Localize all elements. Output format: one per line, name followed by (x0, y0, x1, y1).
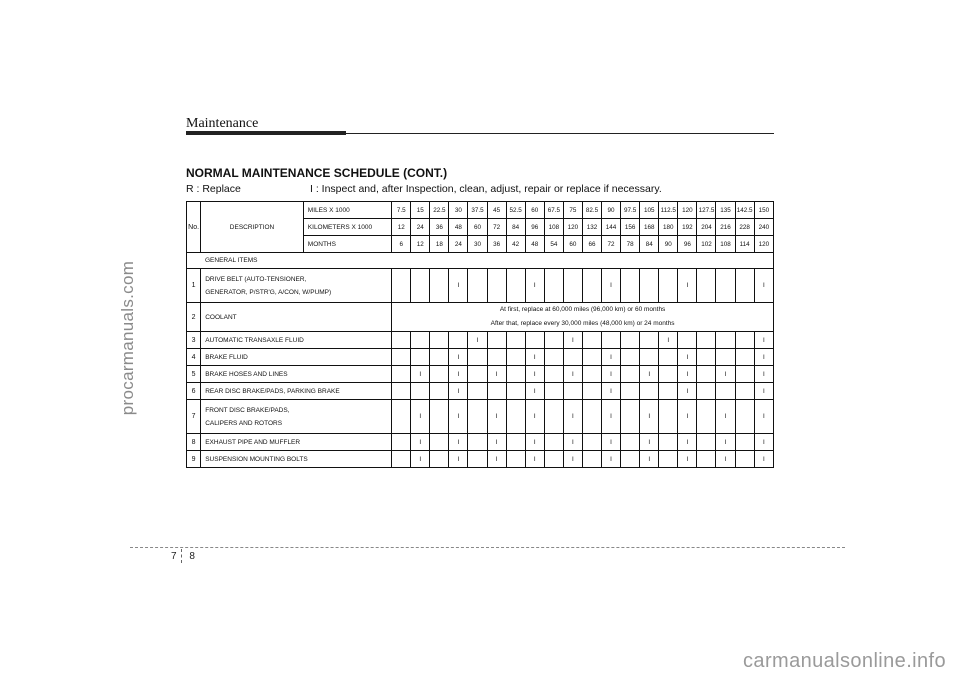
schedule-cell: I (659, 332, 678, 349)
interval-value: 144 (602, 219, 621, 236)
legend-inspect: I : Inspect and, after Inspection, clean, adjust, repair or replace if necessary. (310, 183, 662, 195)
schedule-cell (411, 269, 430, 303)
schedule-cell (449, 332, 468, 349)
schedule-cell: I (563, 366, 582, 383)
schedule-cell (392, 332, 411, 349)
schedule-cell (659, 366, 678, 383)
interval-value: 84 (640, 236, 659, 253)
table-row (187, 332, 774, 349)
schedule-cell: I (411, 451, 430, 468)
schedule-cell: I (525, 269, 544, 303)
schedule-cell: I (563, 400, 582, 434)
schedule-cell (735, 451, 754, 468)
schedule-cell: I (754, 451, 773, 468)
description-line: BRAKE HOSES AND LINES (205, 370, 288, 378)
schedule-cell: I (754, 434, 773, 451)
schedule-cell (659, 400, 678, 434)
interval-value: 72 (487, 219, 506, 236)
schedule-cell: I (525, 451, 544, 468)
schedule-cell (544, 366, 563, 383)
page-number-divider (181, 549, 183, 563)
schedule-cell: I (678, 383, 697, 400)
schedule-cell (659, 434, 678, 451)
schedule-cell: I (602, 451, 621, 468)
schedule-cell (487, 383, 506, 400)
schedule-cell (659, 451, 678, 468)
schedule-cell: I (487, 366, 506, 383)
schedule-cell (563, 383, 582, 400)
schedule-cell (487, 332, 506, 349)
schedule-cell (392, 451, 411, 468)
interval-value: 54 (544, 236, 563, 253)
note-line: At first, replace at 60,000 miles (96,000 km) or 60 months (499, 306, 666, 313)
interval-value: 108 (716, 236, 735, 253)
interval-value: 127.5 (697, 202, 716, 219)
page-heading: NORMAL MAINTENANCE SCHEDULE (CONT.) (186, 166, 448, 180)
schedule-cell (430, 349, 449, 366)
interval-value: 156 (621, 219, 640, 236)
interval-value: 228 (735, 219, 754, 236)
schedule-cell (735, 400, 754, 434)
schedule-cell: I (602, 383, 621, 400)
schedule-cell (392, 434, 411, 451)
table-row (187, 349, 774, 366)
schedule-cell: I (563, 332, 582, 349)
description-line: DRIVE BELT (AUTO-TENSIONER, (205, 275, 307, 283)
interval-unit-label: MONTHS (303, 236, 391, 253)
item-description (201, 332, 392, 349)
schedule-cell (697, 349, 716, 366)
schedule-cell: I (602, 349, 621, 366)
schedule-cell: I (563, 451, 582, 468)
schedule-cell (697, 332, 716, 349)
interval-value: 30 (449, 202, 468, 219)
interval-value: 72 (602, 236, 621, 253)
interval-value: 37.5 (468, 202, 487, 219)
schedule-cell (640, 269, 659, 303)
table-row (187, 383, 774, 400)
schedule-cell: I (678, 269, 697, 303)
schedule-cell (582, 332, 601, 349)
schedule-cell: I (678, 366, 697, 383)
item-number: 7 (187, 400, 201, 434)
interval-value: 120 (754, 236, 773, 253)
schedule-cell: I (487, 434, 506, 451)
schedule-cell (468, 349, 487, 366)
schedule-cell (582, 383, 601, 400)
schedule-cell (602, 332, 621, 349)
item-description (201, 366, 392, 383)
schedule-cell (411, 383, 430, 400)
schedule-cell (735, 332, 754, 349)
schedule-cell (735, 434, 754, 451)
interval-value: 7.5 (392, 202, 411, 219)
schedule-cell: I (716, 366, 735, 383)
interval-value: 60 (468, 219, 487, 236)
schedule-cell: I (411, 434, 430, 451)
schedule-cell (716, 332, 735, 349)
interval-value: 36 (487, 236, 506, 253)
schedule-cell (430, 332, 449, 349)
table-row (187, 366, 774, 383)
schedule-cell (716, 383, 735, 400)
schedule-cell (640, 383, 659, 400)
description-line: REAR DISC BRAKE/PADS, PARKING BRAKE (205, 387, 340, 395)
schedule-cell (582, 269, 601, 303)
item-number: 2 (187, 303, 201, 332)
schedule-cell (468, 451, 487, 468)
schedule-cell (487, 349, 506, 366)
schedule-cell (430, 366, 449, 383)
schedule-cell (621, 383, 640, 400)
schedule-cell (430, 434, 449, 451)
table-row (187, 434, 774, 451)
schedule-cell: I (640, 366, 659, 383)
interval-value: 96 (678, 236, 697, 253)
schedule-cell (506, 400, 525, 434)
schedule-cell (506, 269, 525, 303)
schedule-cell: I (678, 349, 697, 366)
interval-note (392, 303, 774, 332)
description-line: BRAKE FLUID (205, 353, 248, 361)
interval-value: 42 (506, 236, 525, 253)
table-row (187, 400, 774, 434)
side-watermark: procarmanuals.com (118, 260, 137, 416)
schedule-cell: I (468, 332, 487, 349)
interval-value: 142.5 (735, 202, 754, 219)
schedule-cell: I (487, 451, 506, 468)
schedule-cell (430, 269, 449, 303)
interval-value: 30 (468, 236, 487, 253)
footer-rule (130, 547, 845, 548)
schedule-cell: I (525, 366, 544, 383)
table-row (187, 303, 774, 332)
schedule-cell (697, 366, 716, 383)
interval-value: 18 (430, 236, 449, 253)
interval-value: 240 (754, 219, 773, 236)
schedule-cell (697, 434, 716, 451)
item-description (201, 269, 392, 303)
interval-value: 204 (697, 219, 716, 236)
schedule-cell (468, 383, 487, 400)
interval-value: 24 (411, 219, 430, 236)
schedule-cell (430, 383, 449, 400)
schedule-cell: I (754, 383, 773, 400)
item-number: 4 (187, 349, 201, 366)
schedule-cell (544, 332, 563, 349)
schedule-cell (735, 269, 754, 303)
interval-value: 84 (506, 219, 525, 236)
schedule-cell (678, 332, 697, 349)
schedule-cell: I (754, 269, 773, 303)
bottom-watermark: carmanualsonline.info (743, 650, 946, 672)
schedule-cell (659, 269, 678, 303)
interval-value: 180 (659, 219, 678, 236)
schedule-cell (621, 332, 640, 349)
schedule-cell: I (716, 434, 735, 451)
interval-value: 60 (563, 236, 582, 253)
schedule-cell (621, 269, 640, 303)
interval-value: 192 (678, 219, 697, 236)
schedule-cell: I (678, 400, 697, 434)
schedule-cell (544, 269, 563, 303)
schedule-cell (430, 400, 449, 434)
schedule-cell: I (449, 451, 468, 468)
schedule-cell: I (449, 366, 468, 383)
schedule-cell (697, 451, 716, 468)
interval-value: 78 (621, 236, 640, 253)
interval-value: 150 (754, 202, 773, 219)
interval-value: 114 (735, 236, 754, 253)
schedule-cell (582, 366, 601, 383)
schedule-cell (506, 383, 525, 400)
item-description (201, 451, 392, 468)
schedule-cell: I (525, 434, 544, 451)
item-description (201, 434, 392, 451)
schedule-cell: I (449, 434, 468, 451)
interval-value: 15 (411, 202, 430, 219)
schedule-cell: I (449, 383, 468, 400)
item-number: 8 (187, 434, 201, 451)
schedule-cell (621, 349, 640, 366)
schedule-cell (716, 349, 735, 366)
header-rule-bar (186, 131, 346, 135)
interval-value: 105 (640, 202, 659, 219)
schedule-cell (411, 349, 430, 366)
interval-value: 216 (716, 219, 735, 236)
schedule-cell (563, 269, 582, 303)
schedule-cell (430, 451, 449, 468)
schedule-cell (544, 434, 563, 451)
description-line: EXHAUST PIPE AND MUFFLER (205, 438, 301, 446)
interval-value: 135 (716, 202, 735, 219)
schedule-cell: I (449, 269, 468, 303)
interval-value: 120 (563, 219, 582, 236)
note-line: After that, replace every 30,000 miles (48,000 km) or 24 months (490, 320, 675, 327)
schedule-cell: I (678, 434, 697, 451)
schedule-cell: I (602, 434, 621, 451)
schedule-cell: I (525, 383, 544, 400)
interval-value: 90 (659, 236, 678, 253)
column-no-header: No. (187, 202, 201, 253)
interval-value: 96 (525, 219, 544, 236)
schedule-cell (582, 451, 601, 468)
schedule-cell (735, 349, 754, 366)
schedule-cell (411, 332, 430, 349)
interval-value: 22.5 (430, 202, 449, 219)
schedule-cell (506, 349, 525, 366)
schedule-cell (544, 451, 563, 468)
schedule-cell (525, 332, 544, 349)
description-line: AUTOMATIC TRANSAXLE FLUID (205, 336, 304, 344)
interval-value: 75 (563, 202, 582, 219)
interval-value: 82.5 (582, 202, 601, 219)
interval-value: 12 (392, 219, 411, 236)
description-line: COOLANT (205, 313, 237, 321)
description-line: GENERATOR, P/STR'G, A/CON, W/PUMP) (205, 288, 332, 296)
schedule-cell (563, 349, 582, 366)
schedule-cell: I (563, 434, 582, 451)
schedule-cell: I (754, 400, 773, 434)
interval-value: 120 (678, 202, 697, 219)
schedule-cell (544, 383, 563, 400)
description-line: SUSPENSION MOUNTING BOLTS (205, 455, 308, 463)
interval-value: 36 (430, 219, 449, 236)
schedule-cell (392, 269, 411, 303)
schedule-cell: I (411, 400, 430, 434)
schedule-cell: I (754, 332, 773, 349)
interval-value: 45 (487, 202, 506, 219)
interval-value: 48 (449, 219, 468, 236)
interval-unit-label: KILOMETERS X 1000 (303, 219, 391, 236)
interval-unit-label: MILES X 1000 (303, 202, 391, 219)
schedule-cell (697, 383, 716, 400)
schedule-cell (392, 400, 411, 434)
maintenance-schedule-table (186, 201, 774, 468)
schedule-cell (582, 434, 601, 451)
interval-value: 90 (602, 202, 621, 219)
schedule-cell (640, 332, 659, 349)
schedule-cell: I (640, 451, 659, 468)
schedule-cell: I (754, 366, 773, 383)
schedule-cell (582, 400, 601, 434)
item-number: 5 (187, 366, 201, 383)
schedule-cell (621, 400, 640, 434)
schedule-cell: I (602, 400, 621, 434)
interval-value: 48 (525, 236, 544, 253)
schedule-cell (468, 434, 487, 451)
description-line: CALIPERS AND ROTORS (205, 419, 283, 427)
interval-value: 97.5 (621, 202, 640, 219)
interval-header-row (187, 202, 774, 219)
schedule-cell (487, 269, 506, 303)
schedule-cell: I (487, 400, 506, 434)
group-label: GENERAL ITEMS (187, 253, 774, 269)
interval-value: 67.5 (544, 202, 563, 219)
schedule-cell: I (754, 349, 773, 366)
schedule-cell: I (640, 434, 659, 451)
schedule-cell (544, 349, 563, 366)
schedule-cell: I (449, 349, 468, 366)
interval-value: 108 (544, 219, 563, 236)
item-description (201, 383, 392, 400)
schedule-cell (392, 366, 411, 383)
item-number: 3 (187, 332, 201, 349)
group-row (187, 253, 774, 269)
schedule-cell (697, 269, 716, 303)
description-line: FRONT DISC BRAKE/PADS, (205, 406, 290, 414)
page-number: 7 8 (171, 551, 200, 562)
schedule-cell (506, 434, 525, 451)
interval-value: 112.5 (659, 202, 678, 219)
schedule-cell (659, 349, 678, 366)
item-description (201, 349, 392, 366)
schedule-cell (392, 383, 411, 400)
interval-value: 60 (525, 202, 544, 219)
column-description-header: DESCRIPTION (201, 202, 304, 253)
schedule-cell: I (678, 451, 697, 468)
item-number: 9 (187, 451, 201, 468)
interval-value: 102 (697, 236, 716, 253)
schedule-cell (735, 383, 754, 400)
schedule-cell (582, 349, 601, 366)
table-row (187, 269, 774, 303)
schedule-cell (506, 332, 525, 349)
interval-value: 132 (582, 219, 601, 236)
schedule-cell: I (525, 349, 544, 366)
schedule-cell (697, 400, 716, 434)
item-description (201, 303, 392, 332)
header-rule-line (346, 133, 774, 134)
schedule-cell: I (640, 400, 659, 434)
schedule-cell (659, 383, 678, 400)
interval-value: 52.5 (506, 202, 525, 219)
schedule-cell (468, 269, 487, 303)
interval-value: 66 (582, 236, 601, 253)
schedule-cell: I (602, 269, 621, 303)
schedule-cell (506, 451, 525, 468)
schedule-cell (621, 434, 640, 451)
section-title: Maintenance (186, 116, 259, 131)
schedule-cell: I (449, 400, 468, 434)
schedule-cell (735, 366, 754, 383)
item-number: 6 (187, 383, 201, 400)
schedule-cell (640, 349, 659, 366)
schedule-cell: I (716, 451, 735, 468)
schedule-cell (468, 366, 487, 383)
schedule-cell: I (716, 400, 735, 434)
interval-value: 12 (411, 236, 430, 253)
schedule-cell: I (411, 366, 430, 383)
schedule-cell (716, 269, 735, 303)
item-description (201, 400, 392, 434)
table-row (187, 451, 774, 468)
schedule-cell (392, 349, 411, 366)
schedule-cell (506, 366, 525, 383)
interval-value: 168 (640, 219, 659, 236)
schedule-cell (544, 400, 563, 434)
schedule-cell (621, 451, 640, 468)
item-number: 1 (187, 269, 201, 303)
schedule-cell: I (525, 400, 544, 434)
interval-value: 24 (449, 236, 468, 253)
schedule-cell (621, 366, 640, 383)
interval-value: 6 (392, 236, 411, 253)
legend-replace: R : Replace (186, 183, 241, 195)
schedule-cell: I (602, 366, 621, 383)
schedule-cell (468, 400, 487, 434)
